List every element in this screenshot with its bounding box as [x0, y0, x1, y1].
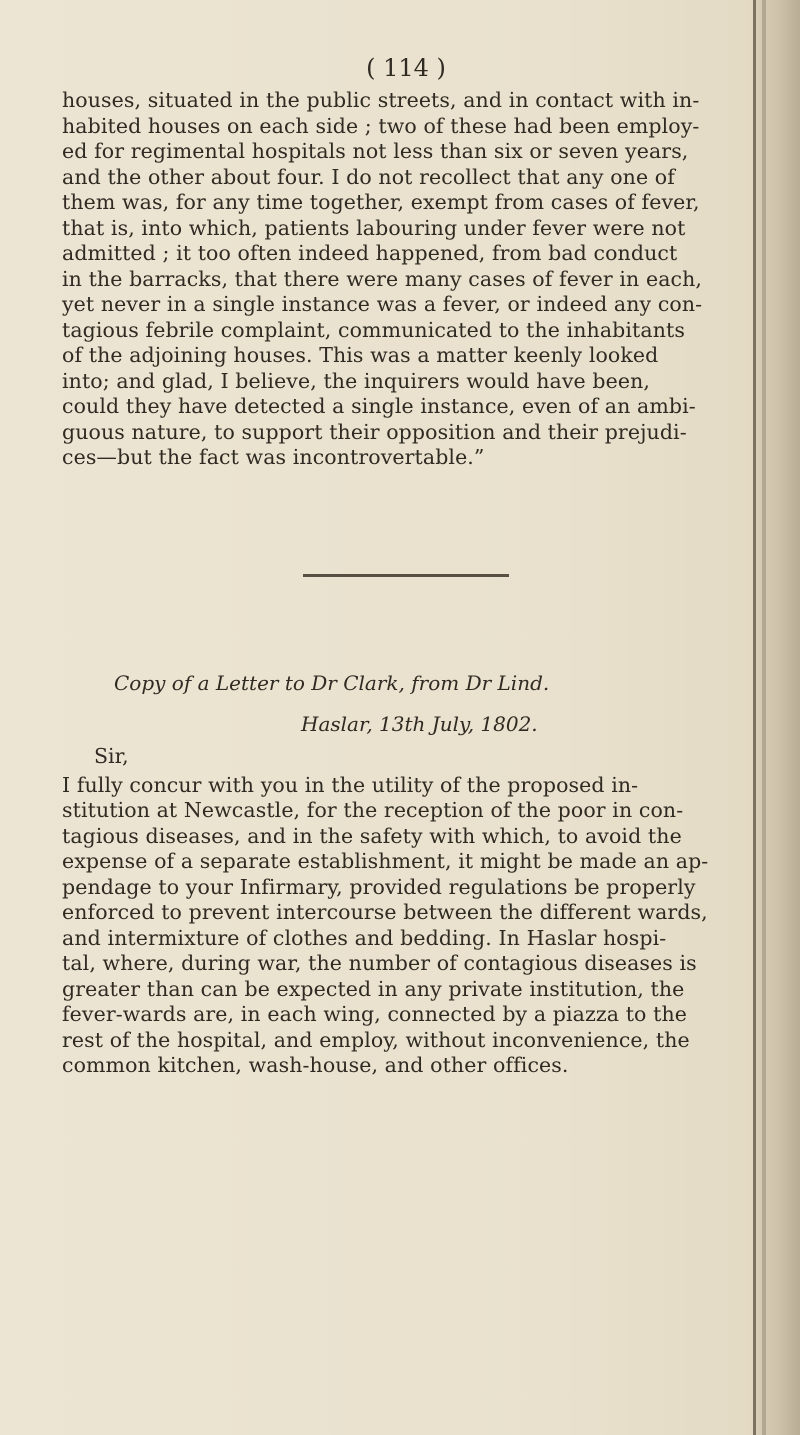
binding-gutter: [753, 0, 800, 1435]
letter-body: I fully concur with you in the utility of the proposed in- stitution at Newcastle, for the reception of the poor in con- tagious diseases, and in the safety with which, to avoid the expense of a separate establishment, it might be made an ap- pendage to your Infirmary, provided regulations be properly enforced to prevent intercourse between the different wards, and intermixture of clothes and bedding. In Haslar hospi- tal, where, during war, the number of contagious diseases is greater than can be expected in any private institution, the fever-wards are, in each wing, connected by a piazza to the rest of the hospital, and employ, without inconvenience, the common kitchen, wash-house, and other offices.: [62, 772, 709, 1077]
section-divider: [303, 574, 509, 577]
opening-paragraph: houses, situated in the public streets, and in contact with in- habited houses on each side ; two of these had been employ- ed for regimental hospitals not less than six or seven years, and the other about four. I do not recollect that any one of them was, for any time together, exempt from cases of fever, that is, into which, patients labouring under fever were not admitted ; it too often indeed happened, from bad conduct in the barracks, that there were many cases of fever in each, yet never in a single instance was a fever, or indeed any con- tagious febrile complaint, communicated to the inhabitants of the adjoining houses. This was a matter keenly looked into; and glad, I believe, the inquirers would have been, could they have detected a single instance, even of an ambi- guous nature, to support their opposition and their prejudi- ces—but the fact was incontrovertable.”: [62, 88, 703, 469]
letter-heading: Copy of a Letter to Dr Clark, from Dr Lind.: [114, 670, 550, 695]
salutation: Sir,: [94, 743, 129, 768]
page-content: [62, 56, 750, 1079]
letter-date: Haslar, 13th July, 1802.: [301, 711, 538, 736]
page-number: ( 114 ): [366, 54, 446, 82]
